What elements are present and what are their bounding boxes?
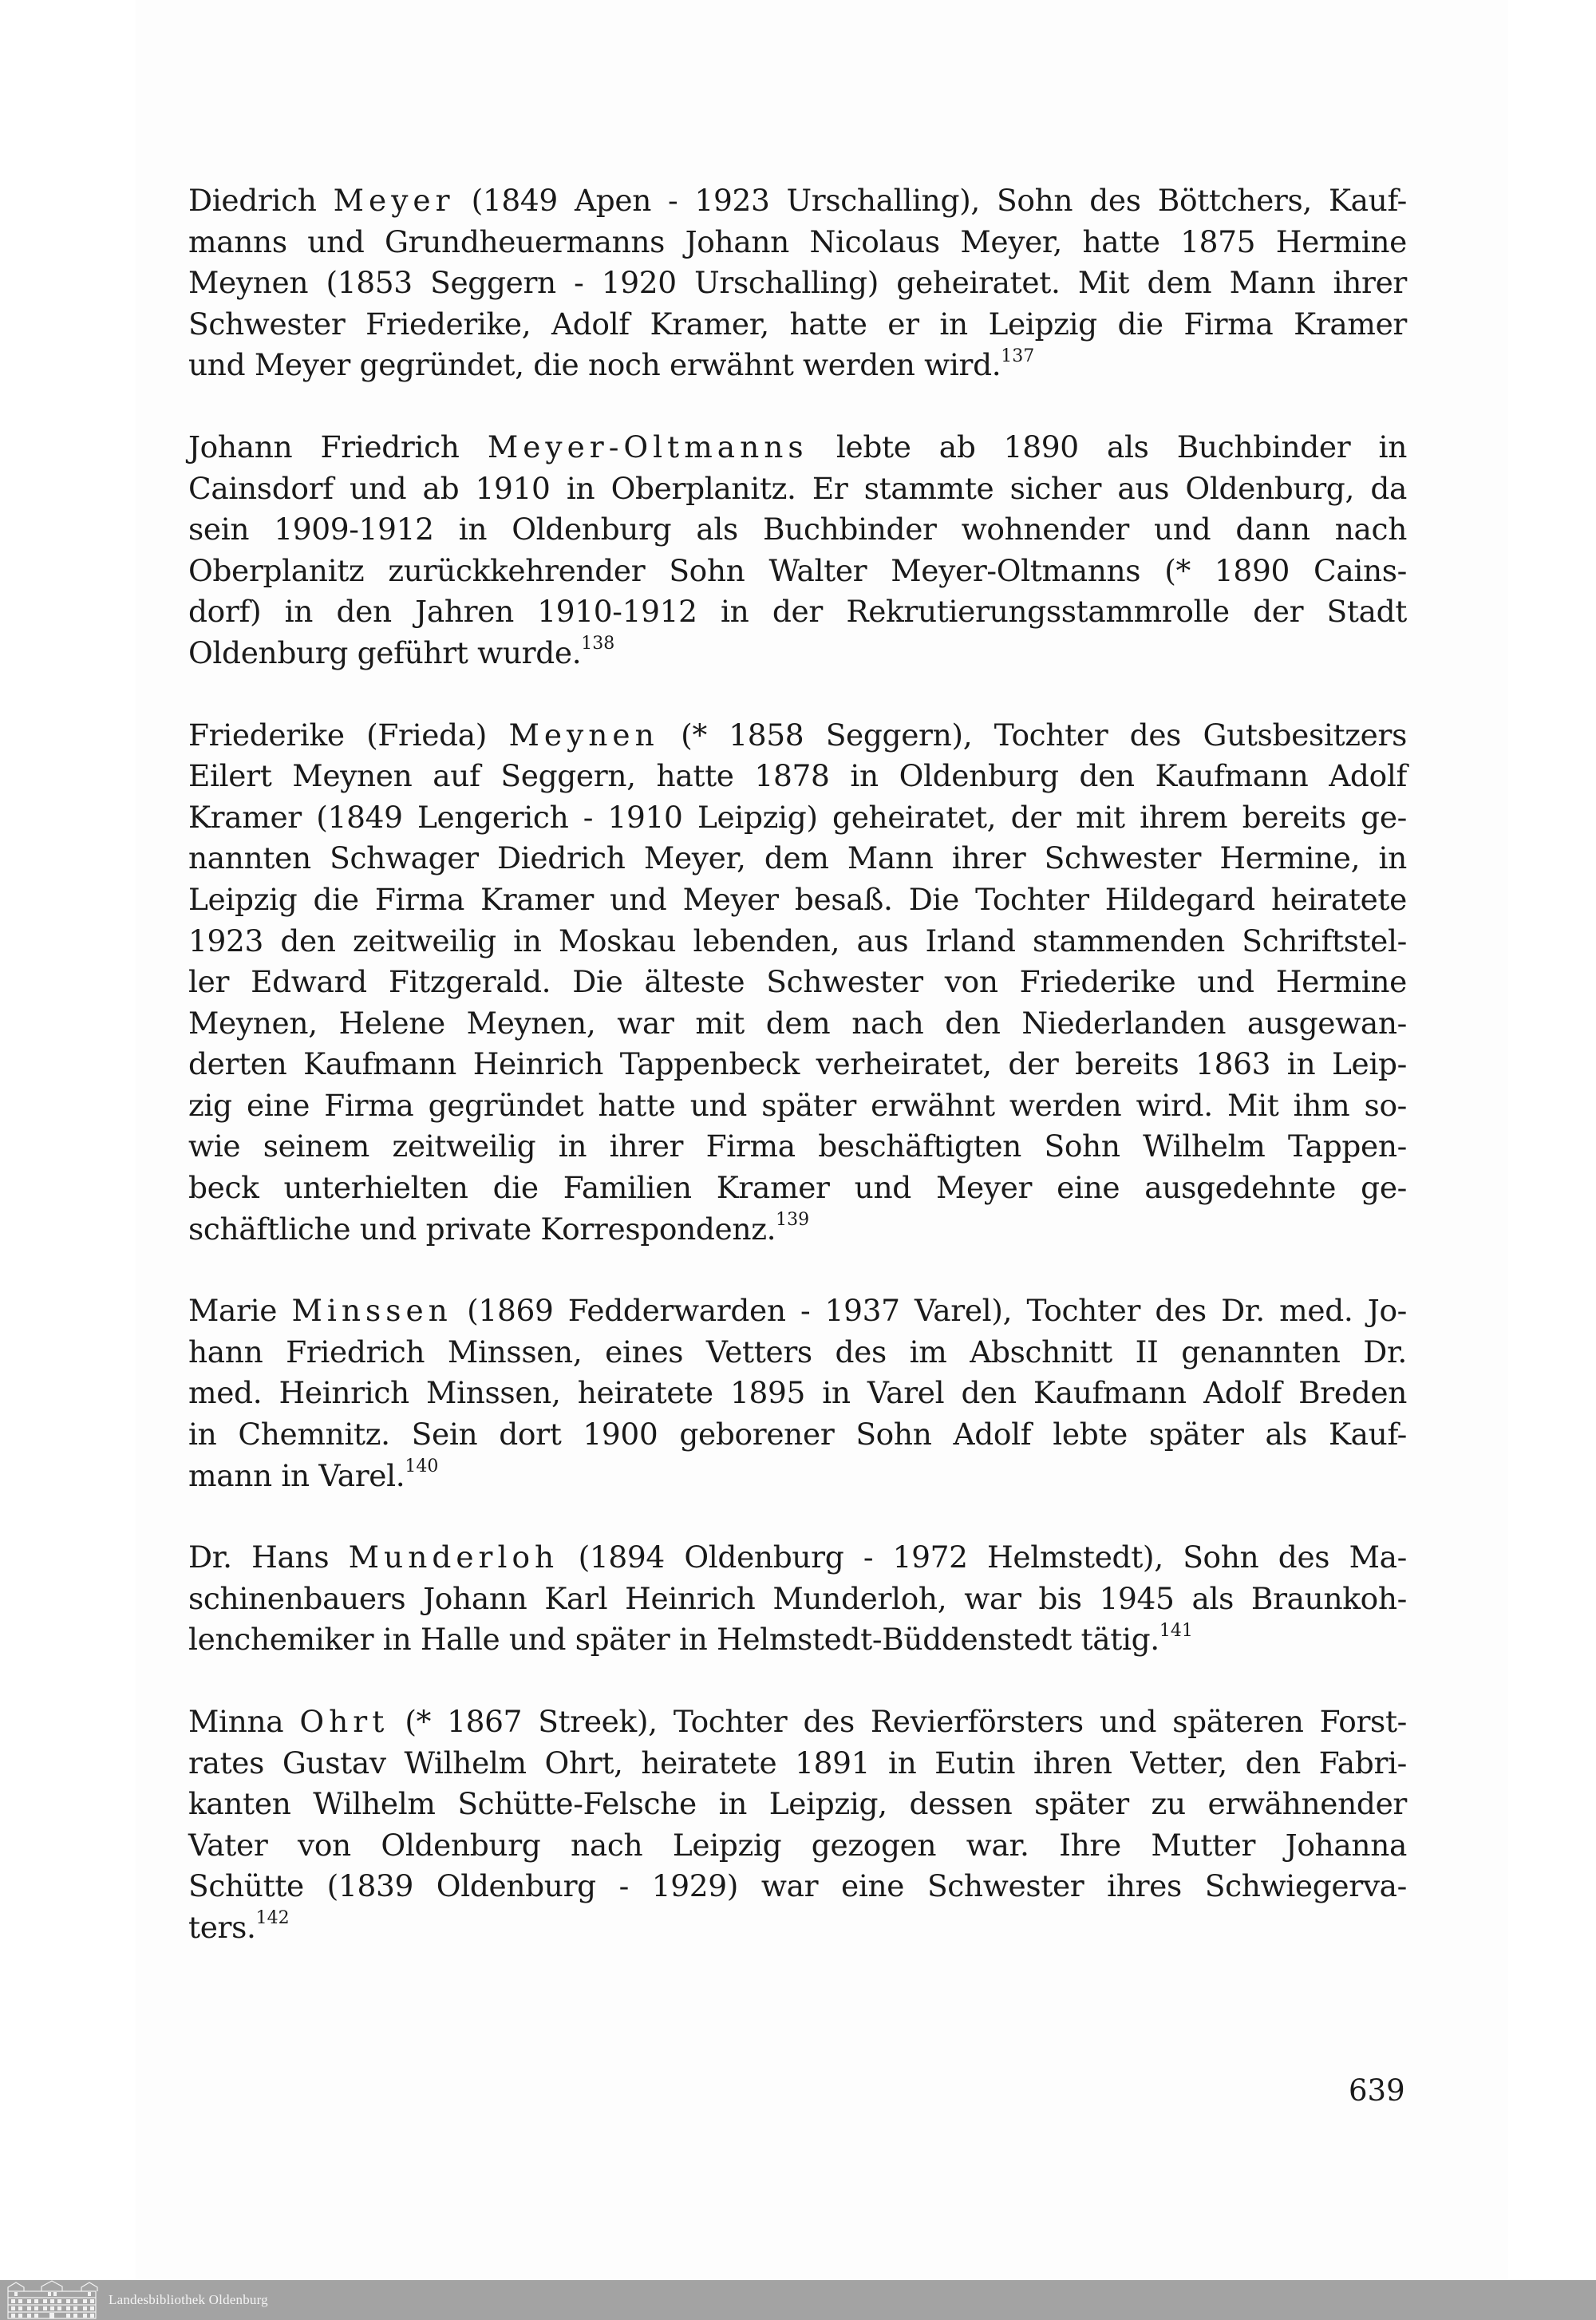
line-text: Marie [188, 1293, 292, 1329]
text-line [188, 1701, 1407, 1743]
line-text: Minna [188, 1704, 300, 1739]
paragraph-minssen [188, 1290, 1407, 1496]
line-text: (1869 Fedderwarden - 1937 Varel), Tochter des Dr. med. Jo- [452, 1293, 1407, 1329]
line-text: schäftliche und private Korrespondenz. [188, 1211, 776, 1247]
text-line: zig eine Firma gegründet hatte und später erwähnt werden wird. Mit ihm so- [188, 1087, 1407, 1123]
text-line: Meynen (1853 Seggern - 1920 Urschalling) geheiratet. Mit dem Mann ihrer [188, 265, 1407, 301]
text-line-last [188, 1209, 1407, 1251]
paragraph-meynen [188, 715, 1407, 1251]
text-line: ler Edward Fitzgerald. Die älteste Schwester von Friederike und Hermine [188, 964, 1407, 1000]
line-text: (* 1867 Streek), Tochter des Revierförsters und späteren Forst- [389, 1704, 1407, 1739]
text-line: beck unterhielten die Familien Kramer und Meyer eine ausgedehnte ge- [188, 1170, 1407, 1206]
footnote-ref[interactable]: 139 [776, 1210, 810, 1231]
paragraph-meyer-oltmanns [188, 427, 1407, 674]
text-line: wie seinem zeitweilig in ihrer Firma beschäftigten Sohn Wilhelm Tappen- [188, 1128, 1407, 1164]
text-line [188, 715, 1407, 757]
text-line: med. Heinrich Minssen, heiratete 1895 in Varel den Kaufmann Adolf Breden [188, 1375, 1407, 1411]
line-text: lenchemiker in Halle und später in Helmstedt-Büddenstedt tätig. [188, 1622, 1159, 1658]
line-text: Friederike (Frieda) [188, 717, 509, 753]
text-line [188, 1290, 1407, 1332]
text-line: Kramer (1849 Lengerich - 1910 Leipzig) geheiratet, der mit ihrem bereits ge- [188, 799, 1407, 835]
text-line: Oberplanitz zurückkehrender Sohn Walter Meyer-Oltmanns (* 1890 Cains- [188, 552, 1407, 588]
footnote-ref[interactable]: 137 [1001, 346, 1035, 366]
text-line: Eilert Meynen auf Seggern, hatte 1878 in Oldenburg den Kaufmann Adolf [188, 758, 1407, 794]
line-text: lebte ab 1890 als Buchbinder in [808, 429, 1407, 464]
surname-spaced: Munderloh [348, 1539, 559, 1575]
text-line-last [188, 345, 1407, 386]
text-line: Schütte (1839 Oldenburg - 1929) war eine Schwester ihres Schwiegerva- [188, 1868, 1407, 1904]
text-line: Schwester Friederike, Adolf Kramer, hatte er in Leipzig die Firma Kramer [188, 306, 1407, 342]
text-line: nannten Schwager Diedrich Meyer, dem Mann ihrer Schwester Hermine, in [188, 840, 1407, 876]
paragraph-ohrt [188, 1701, 1407, 1949]
library-name: Landesbibliothek Oldenburg [109, 2292, 268, 2307]
text-line: Cainsdorf und ab 1910 in Oberplanitz. Er stammte sicher aus Oldenburg, da [188, 470, 1407, 506]
text-line-last [188, 1907, 1407, 1949]
body-text [188, 180, 1407, 1990]
text-line: Vater von Oldenburg nach Leipzig gezogen war. Ihre Mutter Johanna [188, 1827, 1407, 1863]
text-line: kanten Wilhelm Schütte-Felsche in Leipzig, dessen später zu erwähnender [188, 1786, 1407, 1822]
library-footer-bar [0, 2280, 1596, 2320]
text-line [188, 180, 1407, 222]
text-line: Meynen, Helene Meynen, war mit dem nach den Niederlanden ausgewan- [188, 1005, 1407, 1041]
surname-spaced: Meynen [508, 717, 659, 753]
text-line: 1923 den zeitweilig in Moskau lebenden, aus Irland stammenden Schriftstel- [188, 923, 1407, 958]
text-line [188, 1537, 1407, 1579]
line-text: Oldenburg geführt wurde. [188, 634, 582, 670]
text-line: hann Friedrich Minssen, eines Vetters des im Abschnitt II genannten Dr. [188, 1334, 1407, 1369]
surname-spaced: Ohrt [299, 1704, 389, 1739]
line-text: und Meyer gegründet, die noch erwähnt werden wird. [188, 347, 1001, 383]
line-text: Dr. Hans [188, 1539, 349, 1575]
surname-spaced: Meyer-Oltmanns [487, 429, 808, 464]
footnote-ref[interactable]: 140 [405, 1456, 439, 1477]
text-line-last [188, 633, 1407, 674]
surname-spaced: Meyer [333, 183, 455, 218]
text-line: manns und Grundheuermanns Johann Nicolaus Meyer, hatte 1875 Hermine [188, 223, 1407, 259]
paragraph-meyer [188, 180, 1407, 386]
text-line: schinenbauers Johann Karl Heinrich Munderloh, war bis 1945 als Braunkoh- [188, 1580, 1407, 1616]
text-line-last [188, 1619, 1407, 1661]
footnote-ref[interactable]: 138 [581, 634, 615, 654]
footnote-ref[interactable]: 142 [255, 1908, 290, 1929]
line-text: ters. [188, 1909, 256, 1945]
text-line: sein 1909-1912 in Oldenburg als Buchbinder wohnender und dann nach [188, 512, 1407, 547]
line-text: Diedrich [188, 183, 334, 218]
line-text: (1849 Apen - 1923 Urschalling), Sohn des Böttchers, Kauf- [454, 183, 1408, 218]
surname-spaced: Minssen [291, 1293, 452, 1329]
footnote-ref[interactable]: 141 [1159, 1620, 1193, 1641]
text-line: Leipzig die Firma Kramer und Meyer besaß. Die Tochter Hildegard heiratete [188, 881, 1407, 917]
line-text: (1894 Oldenburg - 1972 Helmstedt), Sohn des Ma- [559, 1539, 1407, 1575]
line-text: (* 1858 Seggern), Tochter des Gutsbesitzers [658, 717, 1407, 753]
text-line: in Chemnitz. Sein dort 1900 geborener Sohn Adolf lebte später als Kauf- [188, 1417, 1407, 1452]
paragraph-munderloh [188, 1537, 1407, 1661]
library-building-icon [5, 2280, 99, 2320]
text-line: rates Gustav Wilhelm Ohrt, heiratete 1891 in Eutin ihren Vetter, den Fabri- [188, 1745, 1407, 1781]
line-text: mann in Varel. [188, 1457, 405, 1493]
text-line: dorf) in den Jahren 1910-1912 in der Rekrutierungsstammrolle der Stadt [188, 594, 1407, 630]
text-line [188, 427, 1407, 468]
text-line: derten Kaufmann Heinrich Tappenbeck verheiratet, der bereits 1863 in Leip- [188, 1046, 1407, 1082]
text-line-last [188, 1456, 1407, 1497]
page-number: 639 [1349, 2073, 1405, 2108]
line-text: Johann Friedrich [188, 429, 488, 464]
